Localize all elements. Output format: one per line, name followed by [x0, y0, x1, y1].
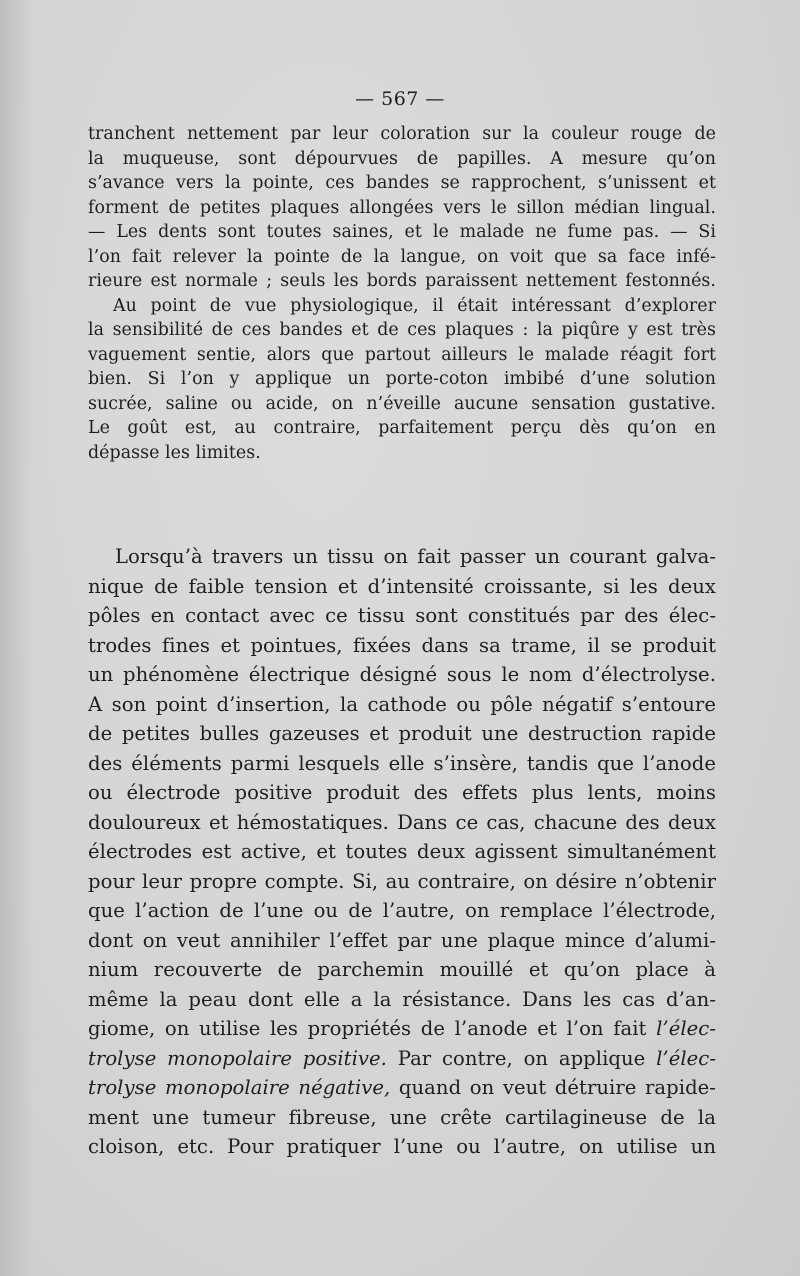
text-line: un phénomène électrique désigné sous le nom d’électrolyse. — [88, 663, 716, 686]
text-line: la sensibilité de ces bandes et de ces plaques : la piqûre y est très — [88, 320, 716, 340]
page-number: — 567 — — [355, 88, 445, 110]
text-line: sucrée, saline ou acide, on n’éveille aucune sensation gustative. — [88, 393, 716, 414]
text-segment: giome, on utilise les propriétés de l’anode et l’on fait — [88, 1017, 657, 1040]
text-line: nium recouverte de parchemin mouillé et qu’on place à — [88, 958, 716, 981]
text-line: des éléments parmi lesquels elle s’insère, tandis que l’anode — [88, 751, 716, 775]
text-line: pôles en contact avec ce tissu sont constitués par des élec- — [88, 604, 716, 627]
text-line: dont on veut annihiler l’effet par une plaque mince d’alumi- — [88, 928, 716, 952]
electrolysis-text — [88, 542, 716, 1162]
text-line: tranchent nettement par leur coloration sur la couleur rouge de — [88, 124, 716, 144]
text-line: forment de petites plaques allongées vers le sillon médian lingual. — [88, 197, 716, 218]
text-line: nique de faible tension et d’intensité croissante, si les deux — [88, 574, 716, 598]
text-line: trodes fines et pointues, fixées dans sa trame, il se produit — [88, 633, 716, 657]
text-segment: Par contre, on applique — [386, 1046, 657, 1070]
italic-term: l’élec- — [656, 1046, 717, 1070]
text-line: électrodes est active, et toutes deux agissent simultanément — [88, 840, 716, 863]
italic-term: trolyse monopolaire négative, — [88, 1076, 391, 1099]
text-line: s’avance vers la pointe, ces bandes se rapprochent, s’unissent et — [88, 173, 716, 193]
text-line: — Les dents sont toutes saines, et le malade ne fume pas. — Si — [88, 222, 716, 242]
text-line: Lorsqu’à travers un tissu on fait passer un courant galva- — [115, 545, 716, 568]
text-line: douloureux et hémostatiques. Dans ce cas, chacune des deux — [88, 810, 716, 834]
text-line: même la peau dont elle a la résistance. Dans les cas d’an- — [88, 987, 716, 1011]
text-line: ou électrode positive produit des effets plus lents, moins — [88, 781, 716, 804]
text-line: ment une tumeur fibreuse, une crête cartilagineuse de la — [88, 1105, 716, 1129]
text-line: l’on fait relever la pointe de la langue, on voit que sa face infé- — [88, 246, 716, 267]
text-line: la muqueuse, sont dépourvues de papilles. A mesure qu’on — [88, 148, 716, 169]
text-line: que l’action de l’une ou de l’autre, on remplace l’électrode, — [88, 899, 716, 922]
text-line: pour leur propre compte. Si, au contraire, on désire n’obtenir — [88, 869, 716, 893]
text-line: vaguement sentie, alors que partout ailleurs le malade réagit fort — [88, 344, 716, 365]
italic-term: trolyse monopolaire positive. — [88, 1046, 387, 1070]
page-edge-shadow — [0, 0, 34, 1276]
text-segment: quand on veut détruire rapide- — [390, 1076, 716, 1099]
text-line — [88, 1073, 716, 1103]
text-line — [88, 1044, 716, 1074]
text-line: dépasse les limites. — [88, 442, 261, 463]
text-line: Au point de vue physiologique, il était intéressant d’explorer — [113, 295, 716, 316]
text-line: A son point d’insertion, la cathode ou pôle négatif s’entoure — [88, 692, 716, 716]
observation-text — [88, 122, 716, 465]
text-line: rieure est normale ; seuls les bords paraissent nettement festonnés. — [88, 271, 716, 291]
italic-term: l’élec- — [656, 1017, 716, 1040]
text-line: cloison, etc. Pour pratiquer l’une ou l’autre, on utilise un — [88, 1135, 716, 1158]
text-line: Le goût est, au contraire, parfaitement perçu dès qu’on en — [88, 418, 716, 438]
text-line: bien. Si l’on y applique un porte-coton imbibé d’une solution — [88, 369, 716, 389]
text-line: de petites bulles gazeuses et produit une destruction rapide — [88, 722, 716, 745]
text-line — [88, 1014, 716, 1044]
